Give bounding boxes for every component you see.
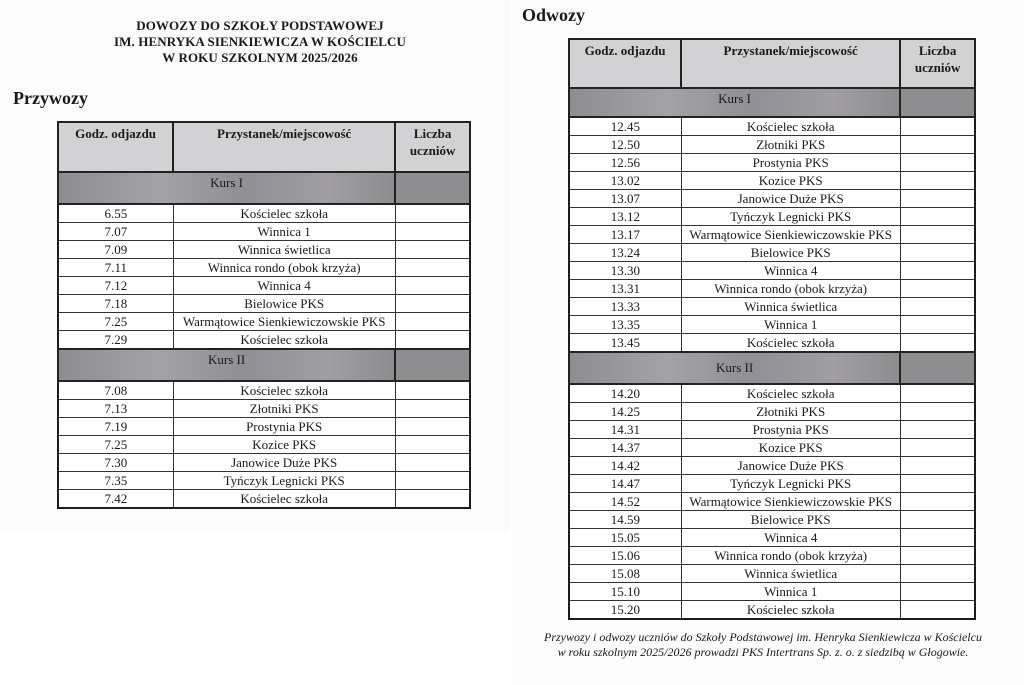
departure-time-cell: 7.18: [58, 295, 173, 313]
przywozy-table: [57, 121, 471, 509]
departure-time-cell: 7.08: [58, 381, 173, 400]
departure-time-cell: 7.12: [58, 277, 173, 295]
departure-time-cell: 7.09: [58, 241, 173, 259]
student-count-cell[interactable]: [900, 154, 975, 172]
course-header-count-cell: [900, 88, 975, 117]
departure-time-cell: 13.12: [569, 208, 681, 226]
table-row: [569, 244, 975, 262]
stop-name-cell: Bielowice PKS: [681, 244, 900, 262]
course-label: Kurs II: [58, 349, 395, 381]
stop-name-cell: Janowice Duże PKS: [173, 454, 395, 472]
table-row: [58, 472, 470, 490]
title-line: DOWOZY DO SZKOŁY PODSTAWOWEJ: [136, 18, 384, 33]
student-count-cell[interactable]: [395, 490, 470, 509]
header-student-count-label: Liczba uczniów: [409, 126, 456, 158]
stop-name-cell: Złotniki PKS: [681, 136, 900, 154]
stop-name-cell: Kozice PKS: [173, 436, 395, 454]
departure-time-cell: 14.52: [569, 493, 681, 511]
stop-name-cell: Kościelec szkoła: [173, 331, 395, 350]
stop-name-cell: Winnica 1: [681, 316, 900, 334]
header-departure-time: Godz. odjazdu: [58, 122, 173, 172]
student-count-cell[interactable]: [900, 172, 975, 190]
departure-time-cell: 12.50: [569, 136, 681, 154]
stop-name-cell: Kościelec szkoła: [681, 601, 900, 620]
table-row: [58, 418, 470, 436]
table-row: [58, 490, 470, 509]
departure-time-cell: 13.07: [569, 190, 681, 208]
stop-name-cell: Warmątowice Sienkiewiczowskie PKS: [681, 226, 900, 244]
table-row: [569, 384, 975, 403]
student-count-cell[interactable]: [395, 454, 470, 472]
stop-name-cell: Janowice Duże PKS: [681, 190, 900, 208]
student-count-cell[interactable]: [900, 601, 975, 620]
student-count-cell[interactable]: [900, 403, 975, 421]
table-row: [569, 511, 975, 529]
table-header-row: [569, 39, 975, 88]
departure-time-cell: 15.08: [569, 565, 681, 583]
table-row: [58, 436, 470, 454]
departure-time-cell: 15.05: [569, 529, 681, 547]
student-count-cell[interactable]: [395, 259, 470, 277]
course-header-row: [569, 352, 975, 384]
stop-name-cell: Bielowice PKS: [173, 295, 395, 313]
table-row: [58, 313, 470, 331]
student-count-cell[interactable]: [395, 436, 470, 454]
departure-time-cell: 7.13: [58, 400, 173, 418]
student-count-cell[interactable]: [900, 226, 975, 244]
departure-time-cell: 13.45: [569, 334, 681, 353]
student-count-cell[interactable]: [395, 400, 470, 418]
student-count-cell[interactable]: [900, 334, 975, 353]
stop-name-cell: Winnica świetlica: [681, 298, 900, 316]
departure-time-cell: 14.25: [569, 403, 681, 421]
stop-name-cell: Złotniki PKS: [173, 400, 395, 418]
stop-name-cell: Tyńczyk Legnicki PKS: [681, 475, 900, 493]
table-row: [569, 334, 975, 353]
course-header-row: [569, 88, 975, 117]
table-row: [569, 190, 975, 208]
student-count-cell[interactable]: [395, 331, 470, 350]
student-count-cell[interactable]: [900, 262, 975, 280]
table-row: [569, 547, 975, 565]
student-count-cell[interactable]: [395, 472, 470, 490]
stop-name-cell: Janowice Duże PKS: [681, 457, 900, 475]
departure-time-cell: 14.59: [569, 511, 681, 529]
header-student-count-label: Liczba uczniów: [914, 43, 961, 75]
table-row: [569, 208, 975, 226]
stop-name-cell: Winnica 4: [681, 529, 900, 547]
table-row: [58, 259, 470, 277]
student-count-cell[interactable]: [395, 295, 470, 313]
stop-name-cell: Prostynia PKS: [681, 421, 900, 439]
student-count-cell[interactable]: [900, 244, 975, 262]
footnote-line: Przywozy i odwozy uczniów do Szkoły Podstawowej im. Henryka Sienkiewicza w Kościelcu: [544, 630, 982, 644]
stop-name-cell: Winnica 4: [681, 262, 900, 280]
stop-name-cell: Tyńczyk Legnicki PKS: [173, 472, 395, 490]
student-count-cell[interactable]: [900, 457, 975, 475]
stop-name-cell: Winnica rondo (obok krzyża): [681, 547, 900, 565]
student-count-cell[interactable]: [900, 280, 975, 298]
stop-name-cell: Winnica 1: [681, 583, 900, 601]
table-row: [58, 400, 470, 418]
student-count-cell[interactable]: [900, 439, 975, 457]
student-count-cell[interactable]: [900, 511, 975, 529]
stop-name-cell: Kozice PKS: [681, 172, 900, 190]
table-row: [569, 583, 975, 601]
table-row: [58, 204, 470, 223]
course-header-count-cell: [900, 352, 975, 384]
table-row: [58, 454, 470, 472]
departure-time-cell: 14.20: [569, 384, 681, 403]
table-row: [569, 601, 975, 620]
student-count-cell[interactable]: [900, 208, 975, 226]
departure-time-cell: 13.02: [569, 172, 681, 190]
course-header-row: [58, 349, 470, 381]
stop-name-cell: Winnica 1: [173, 223, 395, 241]
student-count-cell[interactable]: [395, 223, 470, 241]
student-count-cell[interactable]: [900, 547, 975, 565]
departure-time-cell: 7.11: [58, 259, 173, 277]
stop-name-cell: Winnica rondo (obok krzyża): [681, 280, 900, 298]
departure-time-cell: 7.25: [58, 436, 173, 454]
table-row: [569, 154, 975, 172]
stop-name-cell: Winnica świetlica: [681, 565, 900, 583]
stop-name-cell: Kościelec szkoła: [681, 117, 900, 136]
footnote: [528, 630, 998, 660]
stop-name-cell: Winnica 4: [173, 277, 395, 295]
odwozy-table: [568, 38, 976, 620]
section-heading-przywozy: Przywozy: [13, 88, 88, 108]
departure-time-cell: 12.56: [569, 154, 681, 172]
table-row: [569, 280, 975, 298]
table-row: [569, 421, 975, 439]
stop-name-cell: Prostynia PKS: [173, 418, 395, 436]
departure-time-cell: 7.19: [58, 418, 173, 436]
title-line: W ROKU SZKOLNYM 2025/2026: [162, 50, 358, 65]
departure-time-cell: 13.35: [569, 316, 681, 334]
header-student-count: [900, 39, 975, 88]
departure-time-cell: 14.31: [569, 421, 681, 439]
section-heading-odwozy: Odwozy: [522, 5, 585, 25]
stop-name-cell: Kościelec szkoła: [681, 334, 900, 353]
table-row: [58, 331, 470, 350]
table-row: [569, 226, 975, 244]
student-count-cell[interactable]: [900, 190, 975, 208]
course-label: Kurs I: [569, 88, 900, 117]
stop-name-cell: Kościelec szkoła: [173, 381, 395, 400]
stop-name-cell: Bielowice PKS: [681, 511, 900, 529]
header-student-count: [395, 122, 470, 172]
departure-time-cell: 13.24: [569, 244, 681, 262]
departure-time-cell: 7.30: [58, 454, 173, 472]
table-header-row: [58, 122, 470, 172]
student-count-cell[interactable]: [900, 421, 975, 439]
table-row: [569, 172, 975, 190]
departure-time-cell: 13.33: [569, 298, 681, 316]
student-count-cell[interactable]: [395, 418, 470, 436]
departure-time-cell: 15.10: [569, 583, 681, 601]
table-row: [569, 298, 975, 316]
departure-time-cell: 7.25: [58, 313, 173, 331]
table-row: [569, 565, 975, 583]
student-count-cell[interactable]: [395, 204, 470, 223]
stop-name-cell: Warmątowice Sienkiewiczowskie PKS: [681, 493, 900, 511]
table-row: [569, 403, 975, 421]
table-row: [58, 241, 470, 259]
table-row: [569, 117, 975, 136]
departure-time-cell: 6.55: [58, 204, 173, 223]
header-departure-time: Godz. odjazdu: [569, 39, 681, 88]
departure-time-cell: 12.45: [569, 117, 681, 136]
departure-time-cell: 14.47: [569, 475, 681, 493]
table-row: [569, 529, 975, 547]
student-count-cell[interactable]: [900, 583, 975, 601]
stop-name-cell: Kozice PKS: [681, 439, 900, 457]
stop-name-cell: Tyńczyk Legnicki PKS: [681, 208, 900, 226]
table-row: [58, 381, 470, 400]
table-row: [569, 136, 975, 154]
student-count-cell[interactable]: [900, 493, 975, 511]
table-row: [569, 457, 975, 475]
footnote-line: w roku szkolnym 2025/2026 prowadzi PKS Intertrans Sp. z. o. z siedzibą w Głogowie.: [557, 645, 969, 659]
stop-name-cell: Kościelec szkoła: [173, 204, 395, 223]
departure-time-cell: 14.42: [569, 457, 681, 475]
departure-time-cell: 13.17: [569, 226, 681, 244]
student-count-cell[interactable]: [900, 136, 975, 154]
departure-time-cell: 7.07: [58, 223, 173, 241]
departure-time-cell: 7.35: [58, 472, 173, 490]
course-label: Kurs II: [569, 352, 900, 384]
table-row: [58, 223, 470, 241]
stop-name-cell: Winnica świetlica: [173, 241, 395, 259]
student-count-cell[interactable]: [900, 384, 975, 403]
table-row: [569, 262, 975, 280]
student-count-cell[interactable]: [395, 241, 470, 259]
stop-name-cell: Kościelec szkoła: [681, 384, 900, 403]
table-row: [569, 475, 975, 493]
course-header-count-cell: [395, 172, 470, 204]
departure-time-cell: 13.31: [569, 280, 681, 298]
table-row: [569, 316, 975, 334]
stop-name-cell: Warmątowice Sienkiewiczowskie PKS: [173, 313, 395, 331]
document-title: [60, 18, 460, 66]
stop-name-cell: Kościelec szkoła: [173, 490, 395, 509]
student-count-cell[interactable]: [900, 298, 975, 316]
departure-time-cell: 7.29: [58, 331, 173, 350]
student-count-cell[interactable]: [900, 316, 975, 334]
course-header-row: [58, 172, 470, 204]
student-count-cell[interactable]: [900, 529, 975, 547]
course-label: Kurs I: [58, 172, 395, 204]
stop-name-cell: Złotniki PKS: [681, 403, 900, 421]
student-count-cell[interactable]: [900, 475, 975, 493]
table-row: [569, 439, 975, 457]
student-count-cell[interactable]: [900, 117, 975, 136]
student-count-cell[interactable]: [900, 565, 975, 583]
course-header-count-cell: [395, 349, 470, 381]
departure-time-cell: 14.37: [569, 439, 681, 457]
title-line: IM. HENRYKA SIENKIEWICZA W KOŚCIELCU: [114, 34, 406, 49]
stop-name-cell: Prostynia PKS: [681, 154, 900, 172]
stop-name-cell: Winnica rondo (obok krzyża): [173, 259, 395, 277]
table-row: [58, 277, 470, 295]
departure-time-cell: 15.20: [569, 601, 681, 620]
student-count-cell[interactable]: [395, 313, 470, 331]
header-stop: Przystanek/miejscowość: [681, 39, 900, 88]
departure-time-cell: 15.06: [569, 547, 681, 565]
table-row: [58, 295, 470, 313]
student-count-cell[interactable]: [395, 277, 470, 295]
table-row: [569, 493, 975, 511]
header-stop: Przystanek/miejscowość: [173, 122, 395, 172]
student-count-cell[interactable]: [395, 381, 470, 400]
departure-time-cell: 13.30: [569, 262, 681, 280]
departure-time-cell: 7.42: [58, 490, 173, 509]
